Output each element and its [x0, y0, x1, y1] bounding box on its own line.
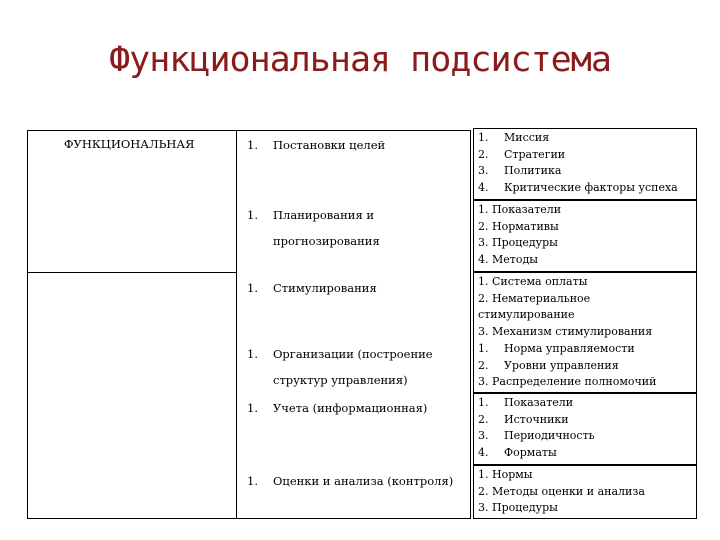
list-item: 2. Методы оценки и анализа [478, 484, 645, 498]
list-item: 2. Уровни управления [478, 358, 619, 372]
detail-box-motivation-organization [473, 272, 697, 393]
function-label: Оценки и анализа (контроля) [273, 474, 454, 488]
list-item: 2. Нормативы [478, 219, 559, 233]
list-item: 3. Периодичность [478, 429, 595, 443]
function-number: 1. [247, 347, 258, 361]
function-number: 1. [247, 401, 258, 415]
function-label-continuation: прогнозирования [273, 234, 380, 248]
list-item: 1. Миссия [478, 131, 550, 144]
list-item: 3. Распределение полномочий [478, 375, 657, 389]
function-row [247, 280, 377, 297]
function-row [247, 473, 453, 490]
function-label-continuation: структур управления) [273, 373, 408, 387]
detail-box-goals [473, 128, 697, 200]
list-item: 3. Процедуры [478, 236, 558, 250]
left-row-divider [27, 272, 237, 273]
list-item: 1. Система оплаты [478, 275, 588, 288]
function-row [247, 137, 385, 154]
list-item: 2. Нематериальное [478, 291, 591, 305]
function-number: 1. [247, 208, 258, 222]
list-item: 3. Политика [478, 164, 562, 178]
list-item: 4. Методы [478, 253, 539, 267]
list-item: 2. Источники [478, 412, 569, 426]
detail-box-accounting [473, 393, 697, 465]
function-number: 1. [247, 281, 258, 295]
list-item: 2. Стратегии [478, 147, 566, 161]
function-label: Учета (информационная) [273, 401, 428, 415]
function-label: Постановки целей [273, 138, 386, 152]
detail-box-control [473, 465, 697, 519]
function-label: Стимулирования [273, 281, 377, 295]
function-number: 1. [247, 474, 258, 488]
list-item: 4. Критические факторы успеха [478, 181, 678, 195]
list-item: 1. Показатели [478, 396, 574, 409]
page-title: Функциональная подсистема [109, 40, 611, 80]
left-column-divider [236, 130, 237, 519]
list-item: стимулирование [478, 308, 575, 322]
function-label: Организации (построение [273, 347, 433, 361]
list-item: 3. Процедуры [478, 501, 558, 515]
list-item: 4. Форматы [478, 446, 557, 460]
list-item: 1. Нормы [478, 468, 533, 481]
function-row [247, 207, 374, 224]
function-number: 1. [247, 138, 258, 152]
list-item: 1. Норма управляемости [478, 341, 635, 355]
function-row [247, 346, 433, 363]
left-label: ФУНКЦИОНАЛЬНАЯ [64, 137, 195, 151]
detail-box-planning [473, 200, 697, 272]
function-row [247, 400, 427, 417]
list-item: 3. Механизм стимулирования [478, 325, 653, 339]
function-label: Планирования и [273, 208, 375, 222]
left-table [27, 130, 471, 519]
list-item: 1. Показатели [478, 203, 562, 216]
